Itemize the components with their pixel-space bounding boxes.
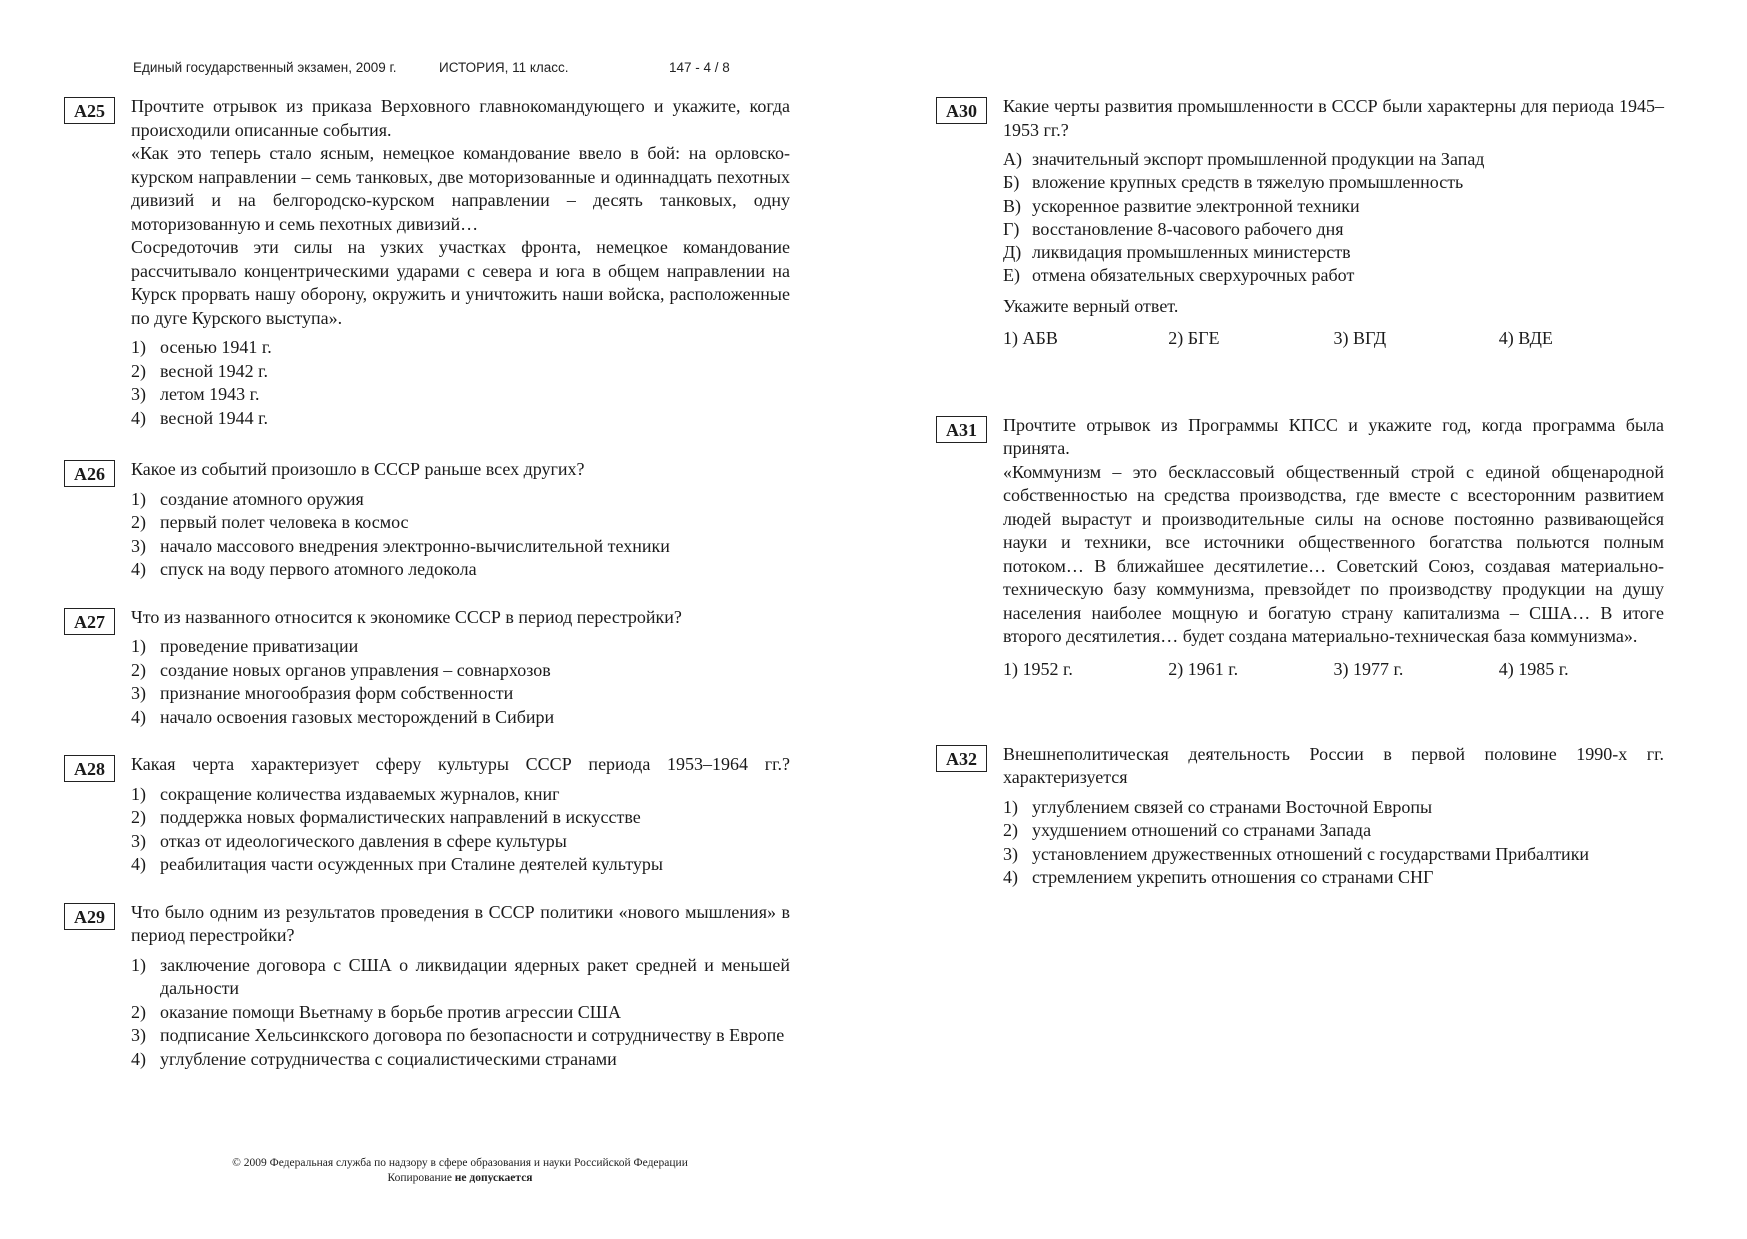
answer-option: 2) ухудшением отношений со странами Запада [1003, 820, 1372, 841]
question-a32 [936, 743, 1664, 890]
statement-list [1003, 148, 1664, 288]
question-stem: Прочтите отрывок из Программы КПСС и укажите год, когда программа была принята. [1003, 414, 1664, 459]
question-number: A27 [64, 608, 115, 635]
page-header [133, 60, 730, 75]
answer-options [1003, 796, 1629, 890]
answer-option: 4) спуск на воду первого атомного ледокола [131, 559, 477, 579]
question-number: A31 [936, 416, 987, 443]
answer-options [131, 954, 790, 1072]
answer-option: 4) 1985 г. [1498, 658, 1569, 679]
answer-option: 3) подписание Хельсинкского договора по безопасности и сотрудничеству в Европе [131, 1025, 785, 1045]
statement-item: Е) отмена обязательных сверхурочных работ [1003, 265, 1355, 286]
page-footer [160, 1156, 760, 1186]
question-number: A32 [936, 745, 987, 772]
right-column [936, 95, 1664, 890]
answer-option: 4) углубление сотрудничества с социалистическими странами [131, 1048, 617, 1069]
answer-option: 2) первый полет человека в космос [131, 512, 409, 532]
statement-item: Б) вложение крупных средств в тяжелую промышленность [1003, 172, 1464, 193]
question-stem: Что из названного относится к экономике СССР в период перестройки? [131, 606, 682, 627]
question-a27 [64, 606, 790, 730]
question-stem: Какие черты развития промышленности в СССР были характерны для периода 1945–1953 гг.? [1003, 96, 1664, 140]
question-a28 [64, 753, 790, 877]
answer-options [131, 336, 790, 430]
question-a31 [936, 414, 1664, 681]
answer-option: 2) 1961 г. [1168, 658, 1239, 679]
answer-prompt: Укажите верный ответ. [1003, 295, 1179, 316]
question-number: A30 [936, 97, 987, 124]
answer-option: 4) реабилитация части осужденных при Сталине деятелей культуры [131, 854, 663, 874]
source-quote: «Как это теперь стало ясным, немецкое командование ввело в бой: на орловско-курском направлении – семь танковых, две моторизованные и одиннадцать пехотных дивизий и на белгородско-курском направлении – десять танковых, одну моторизованную и семь пехотных дивизий… [131, 143, 790, 234]
answer-options [131, 635, 790, 729]
answer-option: 1) 1952 г. [1003, 658, 1073, 679]
copy-restriction: Копирование не допускается [387, 1172, 533, 1184]
answer-option: 3) 1977 г. [1333, 658, 1404, 679]
question-number: A26 [64, 460, 115, 487]
answer-option: 1) заключение договора с США о ликвидации ядерных ракет средней и меньшей дальности [131, 954, 790, 998]
answer-option: 2) создание новых органов управления – совнархозов [131, 659, 551, 680]
answer-option: 1) АБВ [1003, 327, 1058, 348]
answer-option: 1) осенью 1941 г. [131, 337, 272, 357]
source-quote: «Коммунизм – это бесклассовый общественный строй с единой общенародной собственностью на средства производства, где вместе с всесторонним развитием людей вырастут и производительные силы на основе постоянно развивающейся науки и техники, все источники общественного богатства польются полным потоком… В ближайшее десятилетие… Советский Союз, создавая материально-техническую базу коммунизма, превзойдет по производству продукции на душу населения наиболее мощную и богатую страну капитализма – США… В итоге второго десятилетия… будет создана материально-техническая база коммунизма». [1003, 461, 1664, 647]
answer-option: 1) проведение приватизации [131, 636, 359, 656]
answer-option: 4) весной 1944 г. [131, 407, 268, 428]
answer-option: 2) БГЕ [1168, 327, 1220, 348]
question-number: A28 [64, 755, 115, 782]
subject-title: ИСТОРИЯ, 11 класс. [439, 60, 569, 75]
answer-option: 1) сокращение количества издаваемых журналов, книг [131, 783, 560, 804]
answer-option: 4) начало освоения газовых месторождений в Сибири [131, 706, 555, 727]
answer-options [131, 488, 790, 582]
question-a26 [64, 458, 790, 582]
answer-option: 4) ВДЕ [1498, 327, 1553, 348]
left-column [64, 95, 790, 1071]
statement-item: А) значительный экспорт промышленной продукции на Запад [1003, 149, 1485, 169]
answer-options [1003, 657, 1664, 681]
source-quote: Сосредоточив эти силы на узких участках фронта, немецкое командование рассчитывало концентрическими ударами с севера и юга в общем направлении на Курск прорвать нашу оборону, окружить и уничтожить наши войска, расположенные по дуге Курского выступа». [131, 237, 790, 328]
answer-option: 3) начало массового внедрения электронно-вычислительной техники [131, 535, 670, 556]
question-number: A29 [64, 903, 115, 930]
answer-option: 1) углублением связей со странами Восточной Европы [1003, 796, 1433, 817]
statement-item: Д) ликвидация промышленных министерств [1003, 242, 1351, 263]
answer-option: 3) отказ от идеологического давления в сфере культуры [131, 830, 567, 851]
question-a29 [64, 901, 790, 1072]
question-a30 [936, 95, 1664, 350]
question-stem: Внешнеполитическая деятельность России в первой половине 1990-х гг. характеризуется [1003, 743, 1664, 788]
answer-option: 2) весной 1942 г. [131, 360, 268, 381]
question-stem: Прочтите отрывок из приказа Верховного главнокомандующего и укажите, когда происходили описанные события. [131, 96, 790, 140]
answer-option: 3) летом 1943 г. [131, 384, 260, 404]
answer-option: 3) ВГД [1333, 327, 1387, 348]
question-stem: Какое из событий произошло в СССР раньше всех других? [131, 459, 585, 479]
statement-item: Г) восстановление 8-часового рабочего дня [1003, 218, 1344, 239]
answer-option: 2) оказание помощи Вьетнаму в борьбе против агрессии США [131, 1001, 621, 1022]
answer-options [1003, 326, 1664, 350]
statement-item: В) ускоренное развитие электронной техники [1003, 195, 1360, 216]
answer-options [131, 783, 790, 877]
answer-option: 4) стремлением укрепить отношения со странами СНГ [1003, 867, 1434, 888]
answer-option: 1) создание атомного оружия [131, 488, 364, 509]
question-a25 [64, 95, 790, 430]
exam-title: Единый государственный экзамен, 2009 г. [133, 60, 397, 75]
copyright-notice: © 2009 Федеральная служба по надзору в сфере образования и науки Российской Федерации [232, 1157, 688, 1169]
question-stem: Какая черта характеризует сферу культуры СССР периода 1953–1964 гг.? [131, 754, 790, 774]
question-stem: Что было одним из результатов проведения в СССР политики «нового мышления» в период перестройки? [131, 901, 790, 945]
answer-option: 3) установлением дружественных отношений с государствами Прибалтики [1003, 843, 1590, 864]
page-number: 147 - 4 / 8 [669, 60, 730, 75]
answer-option: 3) признание многообразия форм собственности [131, 683, 514, 703]
answer-option: 2) поддержка новых формалистических направлений в искусстве [131, 807, 641, 827]
question-number: A25 [64, 97, 115, 124]
